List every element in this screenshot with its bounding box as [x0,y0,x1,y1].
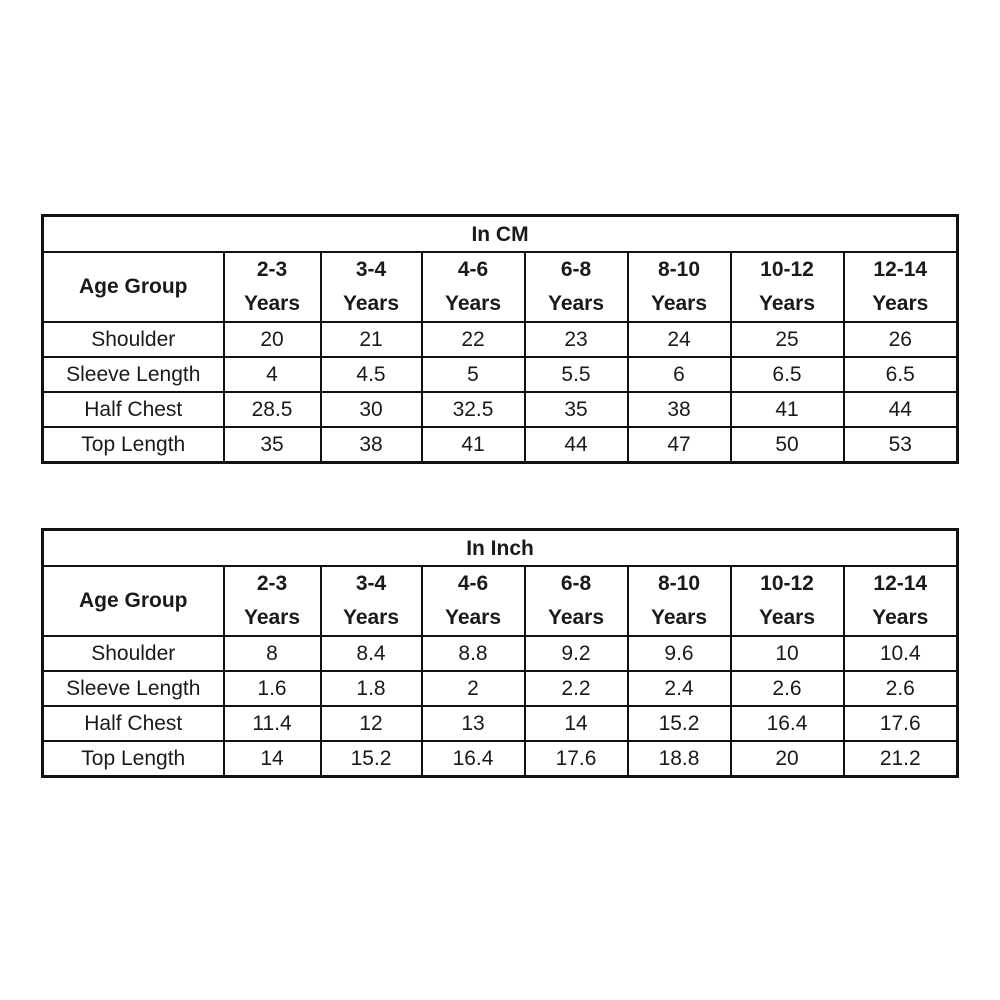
age-range: 12-14 [873,258,928,281]
table-cell: 20 [731,741,844,777]
table-cell: 44 [844,392,958,427]
table-cell: 15.2 [321,741,422,777]
age-range: 4-6 [457,572,489,595]
table-cell: 1.8 [321,671,422,706]
age-unit: Years [342,292,400,315]
table-cell: 21 [321,322,422,357]
table-row [43,357,958,392]
column-header [422,566,525,636]
column-header [628,566,731,636]
age-unit: Years [650,606,708,629]
table-cell: 44 [525,427,628,463]
age-range: 2-3 [256,572,288,595]
table-row [43,427,958,463]
table-cell: 2.2 [525,671,628,706]
table-cell: 13 [422,706,525,741]
age-range: 3-4 [355,258,387,281]
table-row [43,741,958,777]
age-unit: Years [444,606,502,629]
table-cell: 24 [628,322,731,357]
table-cell: 41 [422,427,525,463]
table-cell: 6.5 [731,357,844,392]
row-label: Top Length [43,741,224,777]
table-row [43,706,958,741]
age-unit: Years [872,606,929,629]
table-cell: 21.2 [844,741,958,777]
row-label: Sleeve Length [43,671,224,706]
age-range: 3-4 [355,572,387,595]
column-header [224,252,321,322]
table-row [43,322,958,357]
table-cell: 16.4 [422,741,525,777]
table-row [43,636,958,671]
age-range: 6-8 [560,572,592,595]
table-cell: 14 [224,741,321,777]
column-header [731,252,844,322]
row-label: Top Length [43,427,224,463]
table-cell: 8 [224,636,321,671]
column-header [525,252,628,322]
column-header [731,566,844,636]
age-unit: Years [650,292,708,315]
row-header-label: Age Group [43,252,224,322]
row-label: Sleeve Length [43,357,224,392]
table-cell: 14 [525,706,628,741]
table-cell: 47 [628,427,731,463]
table-cell: 5.5 [525,357,628,392]
table-cell: 2.6 [844,671,958,706]
row-header-label: Age Group [43,566,224,636]
table-cell: 41 [731,392,844,427]
table-cell: 50 [731,427,844,463]
column-header [422,252,525,322]
table-title: In Inch [43,530,958,567]
table-cell: 9.2 [525,636,628,671]
table-cell: 8.4 [321,636,422,671]
column-header [844,252,958,322]
table-cell: 6.5 [844,357,958,392]
age-unit: Years [444,292,502,315]
age-unit: Years [547,606,605,629]
table-cell: 25 [731,322,844,357]
age-range: 8-10 [657,258,701,281]
table-cell: 23 [525,322,628,357]
row-label: Shoulder [43,322,224,357]
table-cell: 10.4 [844,636,958,671]
column-header [321,252,422,322]
table-cell: 35 [525,392,628,427]
table-cell: 20 [224,322,321,357]
table-cell: 38 [628,392,731,427]
age-unit: Years [243,606,301,629]
column-header [525,566,628,636]
age-range: 6-8 [560,258,592,281]
age-unit: Years [872,292,929,315]
table-cell: 17.6 [844,706,958,741]
age-unit: Years [758,606,816,629]
table-cell: 9.6 [628,636,731,671]
table-cell: 6 [628,357,731,392]
table-cell: 38 [321,427,422,463]
table-cell: 32.5 [422,392,525,427]
table-cell: 12 [321,706,422,741]
table-row [43,671,958,706]
table-cell: 22 [422,322,525,357]
table-cell: 4.5 [321,357,422,392]
age-range: 10-12 [760,258,814,281]
age-unit: Years [758,292,816,315]
column-header [844,566,958,636]
age-unit: Years [547,292,605,315]
size-table-cm [41,214,959,464]
table-cell: 5 [422,357,525,392]
table-cell: 4 [224,357,321,392]
table-cell: 2 [422,671,525,706]
table-cell: 17.6 [525,741,628,777]
table-cell: 1.6 [224,671,321,706]
table-cell: 11.4 [224,706,321,741]
age-unit: Years [342,606,400,629]
column-header [321,566,422,636]
age-range: 2-3 [256,258,288,281]
age-range: 8-10 [657,572,701,595]
age-unit: Years [243,292,301,315]
table-cell: 2.4 [628,671,731,706]
age-range: 4-6 [457,258,489,281]
table-cell: 16.4 [731,706,844,741]
table-title: In CM [43,216,958,253]
table-cell: 2.6 [731,671,844,706]
column-header [224,566,321,636]
age-range: 12-14 [873,572,928,595]
table-row [43,392,958,427]
table-cell: 10 [731,636,844,671]
age-range: 10-12 [760,572,814,595]
table-cell: 35 [224,427,321,463]
table-cell: 53 [844,427,958,463]
table-cell: 15.2 [628,706,731,741]
column-header [628,252,731,322]
row-label: Half Chest [43,706,224,741]
table-cell: 28.5 [224,392,321,427]
table-cell: 18.8 [628,741,731,777]
table-cell: 30 [321,392,422,427]
table-cell: 26 [844,322,958,357]
row-label: Shoulder [43,636,224,671]
table-cell: 8.8 [422,636,525,671]
row-label: Half Chest [43,392,224,427]
size-table-inch [41,528,959,778]
